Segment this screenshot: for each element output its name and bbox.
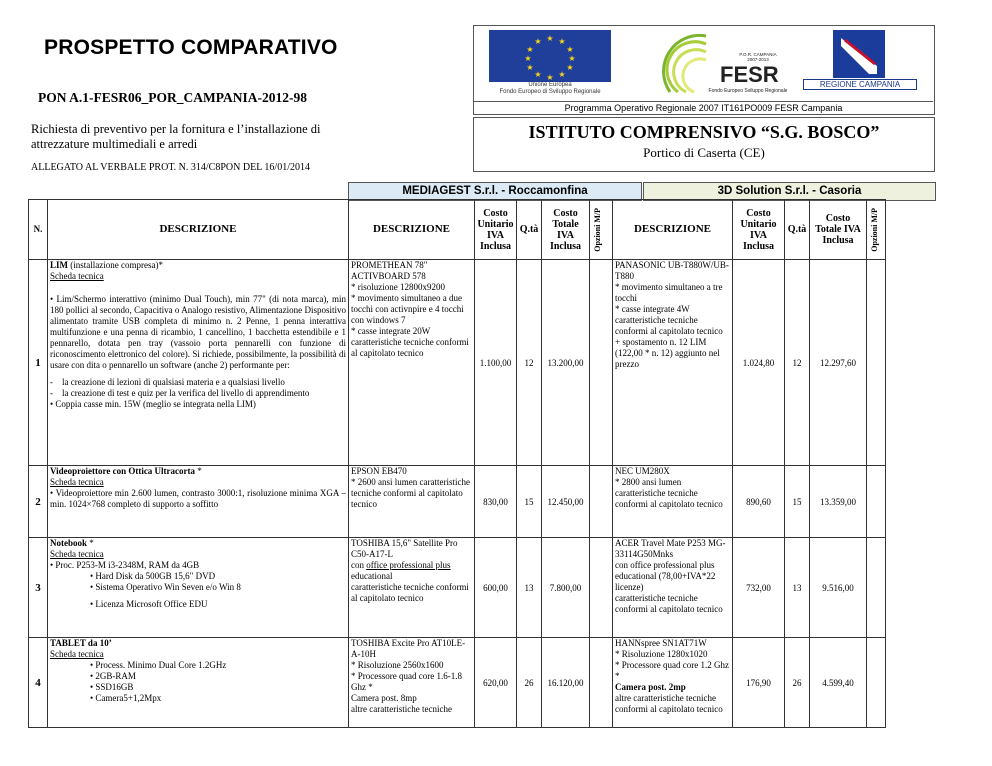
school-city: Portico di Caserta (CE) [643,145,765,160]
v2-total: 13.359,00 [810,466,867,538]
col-v1-total: Costo Totale IVA Inclusa [542,200,590,260]
row-number: 4 [29,638,48,728]
v1-total: 7.800,00 [542,538,590,638]
v1-unit-price: 600,00 [475,538,517,638]
v1-total: 16.120,00 [542,638,590,728]
col-v2-total: Costo Totale IVA Inclusa [810,200,867,260]
col-v2-unit: Costo Unitario IVA Inclusa [733,200,785,260]
v2-qty: 26 [785,638,810,728]
eu-caption: Unione Europea Fondo Europeo di Sviluppo Regionale [499,82,601,95]
fesr-text: FESR [720,62,779,87]
svg-text:★: ★ [546,34,554,43]
document-title: PROSPETTO COMPARATIVO [44,36,338,59]
v2-option [867,638,886,728]
v1-qty: 13 [517,538,542,638]
table-row [29,538,886,638]
item-description: Notebook * Scheda tecnica • Proc. P253-M i3-2348M, RAM da 4GB • Hard Disk da 500GB 15,6" DVD • Sistema Operativo Win Seven e/o Win 8 • Licenza Microsoft Office EDU [48,538,349,638]
svg-text:★: ★ [526,63,534,72]
svg-text:★: ★ [566,63,574,72]
col-v1-desc: DESCRIZIONE [349,200,475,260]
request-text: Richiesta di preventivo per la fornitura e l’installazione di attrezzature multimediali e arredi [31,122,321,151]
school-box [473,117,935,172]
v2-unit-price: 1.024,80 [733,260,785,466]
v2-total: 4.599,40 [810,638,867,728]
svg-text:★: ★ [526,45,534,54]
v2-unit-price: 732,00 [733,538,785,638]
v1-offer: EPSON EB470 * 2600 ansi lumen caratteristiche tecniche conformi al capitolato tecnico [349,466,475,538]
v1-unit-price: 1.100,00 [475,260,517,466]
v2-option [867,538,886,638]
v1-total: 13.200,00 [542,260,590,466]
v2-option [867,260,886,466]
col-v2-desc: DESCRIZIONE [613,200,733,260]
row-number: 2 [29,466,48,538]
svg-text:★: ★ [546,73,554,82]
comparison-table [28,199,886,728]
v1-offer: TOSHIBA Excite Pro AT10LE-A-10H * Risoluzione 2560x1600 * Processore quad core 1.6-1.8 Ghz * Camera post. 8mp altre caratteristiche tecniche [349,638,475,728]
table-row [29,638,886,728]
pon-code: PON A.1-FESR06_POR_CAMPANIA-2012-98 [38,90,307,105]
v2-offer: PANASONIC UB-T880W/UB-T880 * movimento simultaneo a tre tocchi * casse integrate 4W caratteristiche tecniche conformi al capitolato tecnico + spostamento n. 12 LIM (122,00 * n. 12) aggiunto nel prezzo [613,260,733,466]
v1-option [590,466,613,538]
row-number: 3 [29,538,48,638]
v1-qty: 12 [517,260,542,466]
col-v2-opt: Opzioni M/P [867,200,886,260]
school-name: ISTITUTO COMPRENSIVO “S.G. BOSCO” [528,122,880,142]
item-description: Videoproiettore con Ottica Ultracorta * Scheda tecnica • Videoproiettore min 2.600 lumen, contrasto 3000:1, risoluzione minima XGA – min. 1024×768 completo di supporto a soffitto [48,466,349,538]
v1-qty: 15 [517,466,542,538]
col-v1-qty: Q.tà [517,200,542,260]
col-desc: DESCRIZIONE [48,200,349,260]
svg-text:★: ★ [524,54,532,63]
v1-option [590,638,613,728]
v2-unit-price: 176,90 [733,638,785,728]
v1-option [590,538,613,638]
v2-option [867,466,886,538]
v2-total: 12.297,60 [810,260,867,466]
program-caption: Programma Operativo Regionale 2007 IT161PO009 FESR Campania [474,101,933,114]
col-n: N. [29,200,48,260]
svg-text:★: ★ [568,54,576,63]
svg-text:Fondo Europeo Sviluppo Regiona: Fondo Europeo Sviluppo Regionale [708,88,788,94]
row-number: 1 [29,260,48,466]
vendor-1-header: MEDIAGEST S.r.l. - Roccamonfina [348,182,642,201]
v2-offer: HANNspree SN1AT71W * Risoluzione 1280x1020 * Processore quad core 1.2 Ghz * Camera post. 2mp altre caratteristiche tecniche conformi al capitolato tecnico [613,638,733,728]
svg-text:★: ★ [566,45,574,54]
table-row [29,260,886,466]
svg-text:★: ★ [534,70,542,79]
header-row [29,200,886,260]
v2-qty: 13 [785,538,810,638]
v1-offer: TOSHIBA 15,6" Satellite Pro C50-A17-L con office professional plus educational caratteristiche tecniche conformi al capitolato tecnico [349,538,475,638]
svg-text:P.O.R. CAMPANIA: P.O.R. CAMPANIA [739,52,777,57]
v1-total: 12.450,00 [542,466,590,538]
v2-qty: 12 [785,260,810,466]
vendor-2-header: 3D Solution S.r.l. - Casoria [643,182,936,201]
fesr-logo [630,30,790,98]
allegato-text: ALLEGATO AL VERBALE PROT. N. 314/C8PON DEL 16/01/2014 [31,162,310,173]
item-description: LIM (installazione compresa)* Scheda tecnica • Lim/Schermo interattivo (minimo Dual Touch), min 77" (di nota marca), min 180 pollici al secondo, Capacitiva o Analogo resistivo, Alimentazione Dispositivo alimentato tramite USB completa di minimo n. 2 Penne, 1 penna interattiva multifunzione e una penna di ricambio, 1 cancellino, 1 bacchetta estendibile e 1 pennarello, dotata pen tray (vassoio porta pennarelli con funzione di riconoscimento elettronico del colore). Si richiede, possibilmente, la possibilità di usare con dita o pennarello un software (anche 2) performante per: - la creazione di lezioni di qualsiasi materia e a qualsiasi livello - la creazione di test e quiz per la verifica del livello di apprendimento • Coppia casse min. 15W (meglio se integrata nella LIM) [48,260,349,466]
item-description: TABLET da 10’ Scheda tecnica • Process. Minimo Dual Core 1.2GHz • 2GB-RAM • SSD16GB • Camera5+1,2Mpx [48,638,349,728]
v2-qty: 15 [785,466,810,538]
svg-text:★: ★ [558,37,566,46]
v1-qty: 26 [517,638,542,728]
svg-text:2007-2013: 2007-2013 [747,57,769,62]
v2-unit-price: 890,60 [733,466,785,538]
col-v2-qty: Q.tà [785,200,810,260]
svg-text:★: ★ [534,37,542,46]
v2-offer: NEC UM280X * 2800 ansi lumen caratteristiche tecniche conformi al capitolato tecnico [613,466,733,538]
v1-unit-price: 620,00 [475,638,517,728]
svg-text:★: ★ [558,70,566,79]
v2-total: 9.516,00 [810,538,867,638]
v2-offer: ACER Travel Mate P253 MG-33114G50Mnks con office professional plus educational (78,00+IVA*22 licenze) caratteristiche tecniche conformi al capitolato tecnico [613,538,733,638]
col-v1-opt: Opzioni M/P [590,200,613,260]
col-v1-unit: Costo Unitario IVA Inclusa [475,200,517,260]
v1-option [590,260,613,466]
v1-offer: PROMETHEAN 78" ACTIVBOARD 578 * risoluzione 12800x9200 * movimento simultaneo a due tocchi con activnpire e 4 tocchi con windows 7 * casse integrate 20W caratteristiche tecniche conformi al capitolato tecnico [349,260,475,466]
regione-campania-text: REGIONE CAMPANIA [803,79,917,90]
v1-unit-price: 830,00 [475,466,517,538]
table-row [29,466,886,538]
